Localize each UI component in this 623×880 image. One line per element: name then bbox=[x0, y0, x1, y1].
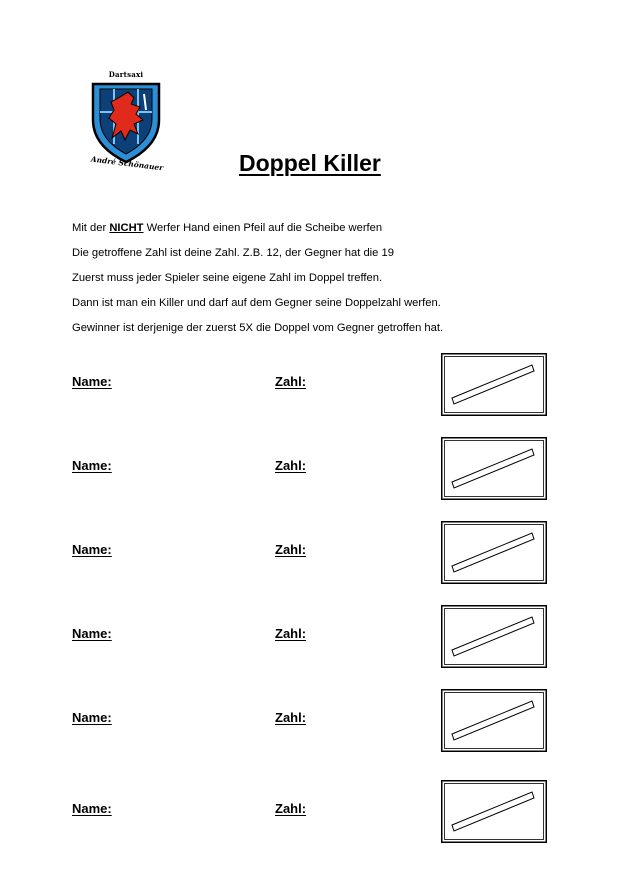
rule-line: Die getroffene Zahl ist deine Zahl. Z.B. 12, der Gegner hat die 19 bbox=[72, 247, 394, 259]
rule-line: Mit der NICHT Werfer Hand einen Pfeil auf die Scheibe werfen bbox=[72, 222, 383, 234]
rule-line: Gewinner ist derjenige der zuerst 5X die Doppel vom Gegner getroffen hat. bbox=[72, 322, 444, 334]
rule-line: Zuerst muss jeder Spieler seine eigene Zahl im Doppel treffen. bbox=[72, 272, 383, 284]
player-row bbox=[0, 521, 623, 583]
rule-line: Dann ist man ein Killer und darf auf dem Gegner seine Doppelzahl werfen. bbox=[72, 297, 441, 309]
logo-top-text: Dartsaxi bbox=[108, 70, 144, 79]
score-box bbox=[441, 689, 547, 752]
zahl-label: Zahl: bbox=[275, 374, 307, 389]
player-row bbox=[0, 689, 623, 751]
name-label: Name: bbox=[72, 801, 112, 816]
shield-emblem bbox=[90, 80, 162, 164]
name-label: Name: bbox=[72, 710, 112, 725]
player-row bbox=[0, 605, 623, 667]
logo-bottom-text: André Schönauer bbox=[90, 154, 164, 173]
score-box bbox=[441, 353, 547, 416]
zahl-label: Zahl: bbox=[275, 542, 307, 557]
score-box bbox=[441, 605, 547, 668]
zahl-label: Zahl: bbox=[275, 626, 307, 641]
player-row bbox=[0, 353, 623, 415]
name-label: Name: bbox=[72, 626, 112, 641]
score-box bbox=[441, 521, 547, 584]
club-logo bbox=[86, 70, 166, 172]
score-box bbox=[441, 780, 547, 843]
zahl-label: Zahl: bbox=[275, 458, 307, 473]
zahl-label: Zahl: bbox=[275, 710, 307, 725]
page-title: Doppel Killer bbox=[239, 150, 381, 176]
score-box bbox=[441, 437, 547, 500]
name-label: Name: bbox=[72, 542, 112, 557]
rules-list bbox=[72, 221, 443, 346]
player-row bbox=[0, 780, 623, 842]
name-label: Name: bbox=[72, 458, 112, 473]
rule-emphasis: NICHT bbox=[109, 222, 144, 234]
player-row bbox=[0, 437, 623, 499]
name-label: Name: bbox=[72, 374, 112, 389]
zahl-label: Zahl: bbox=[275, 801, 307, 816]
